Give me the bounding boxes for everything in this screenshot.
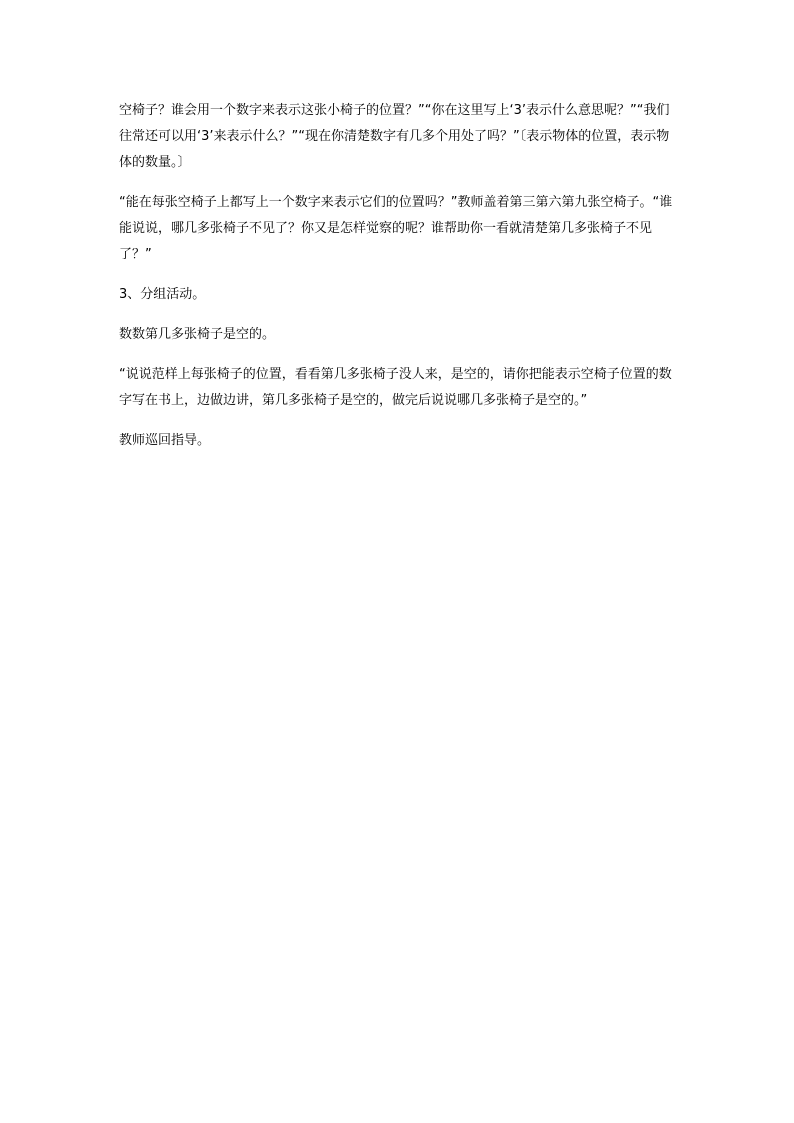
paragraph-questions-about-chairs: 空椅子？谁会用一个数字来表示这张小椅子的位置？”“你在这里写上‘3’表示什么意思呢？”“我们往常还可以用‘3’来表示什么？”“现在你清楚数字有几多个用处了吗？”〔表示物体的位置，表示物体的数量。〕 bbox=[119, 103, 670, 170]
paragraph-count-empty-chairs: 数数第几多张椅子是空的。 bbox=[119, 327, 276, 342]
paragraph-missing-chairs: “能在每张空椅子上都写上一个数字来表示它们的位置吗？”教师盖着第三第六第九张空椅子。“谁能说说，哪几多张椅子不见了？你又是怎样觉察的呢？谁帮助你一看就清楚第几多张椅子不见了？” bbox=[119, 195, 673, 262]
paragraph-describe-chair-positions: “说说范样上每张椅子的位置，看看第几多张椅子没人来，是空的，请你把能表示空椅子位置的数字写在书上，边做边讲，第几多张椅子是空的，做完后说说哪几多张椅子是空的。” bbox=[119, 367, 672, 408]
paragraph-group-activity-heading: 3、分组活动。 bbox=[119, 287, 206, 302]
document-body bbox=[119, 98, 675, 454]
paragraph-teacher-guidance: 教师巡回指导。 bbox=[119, 433, 211, 448]
